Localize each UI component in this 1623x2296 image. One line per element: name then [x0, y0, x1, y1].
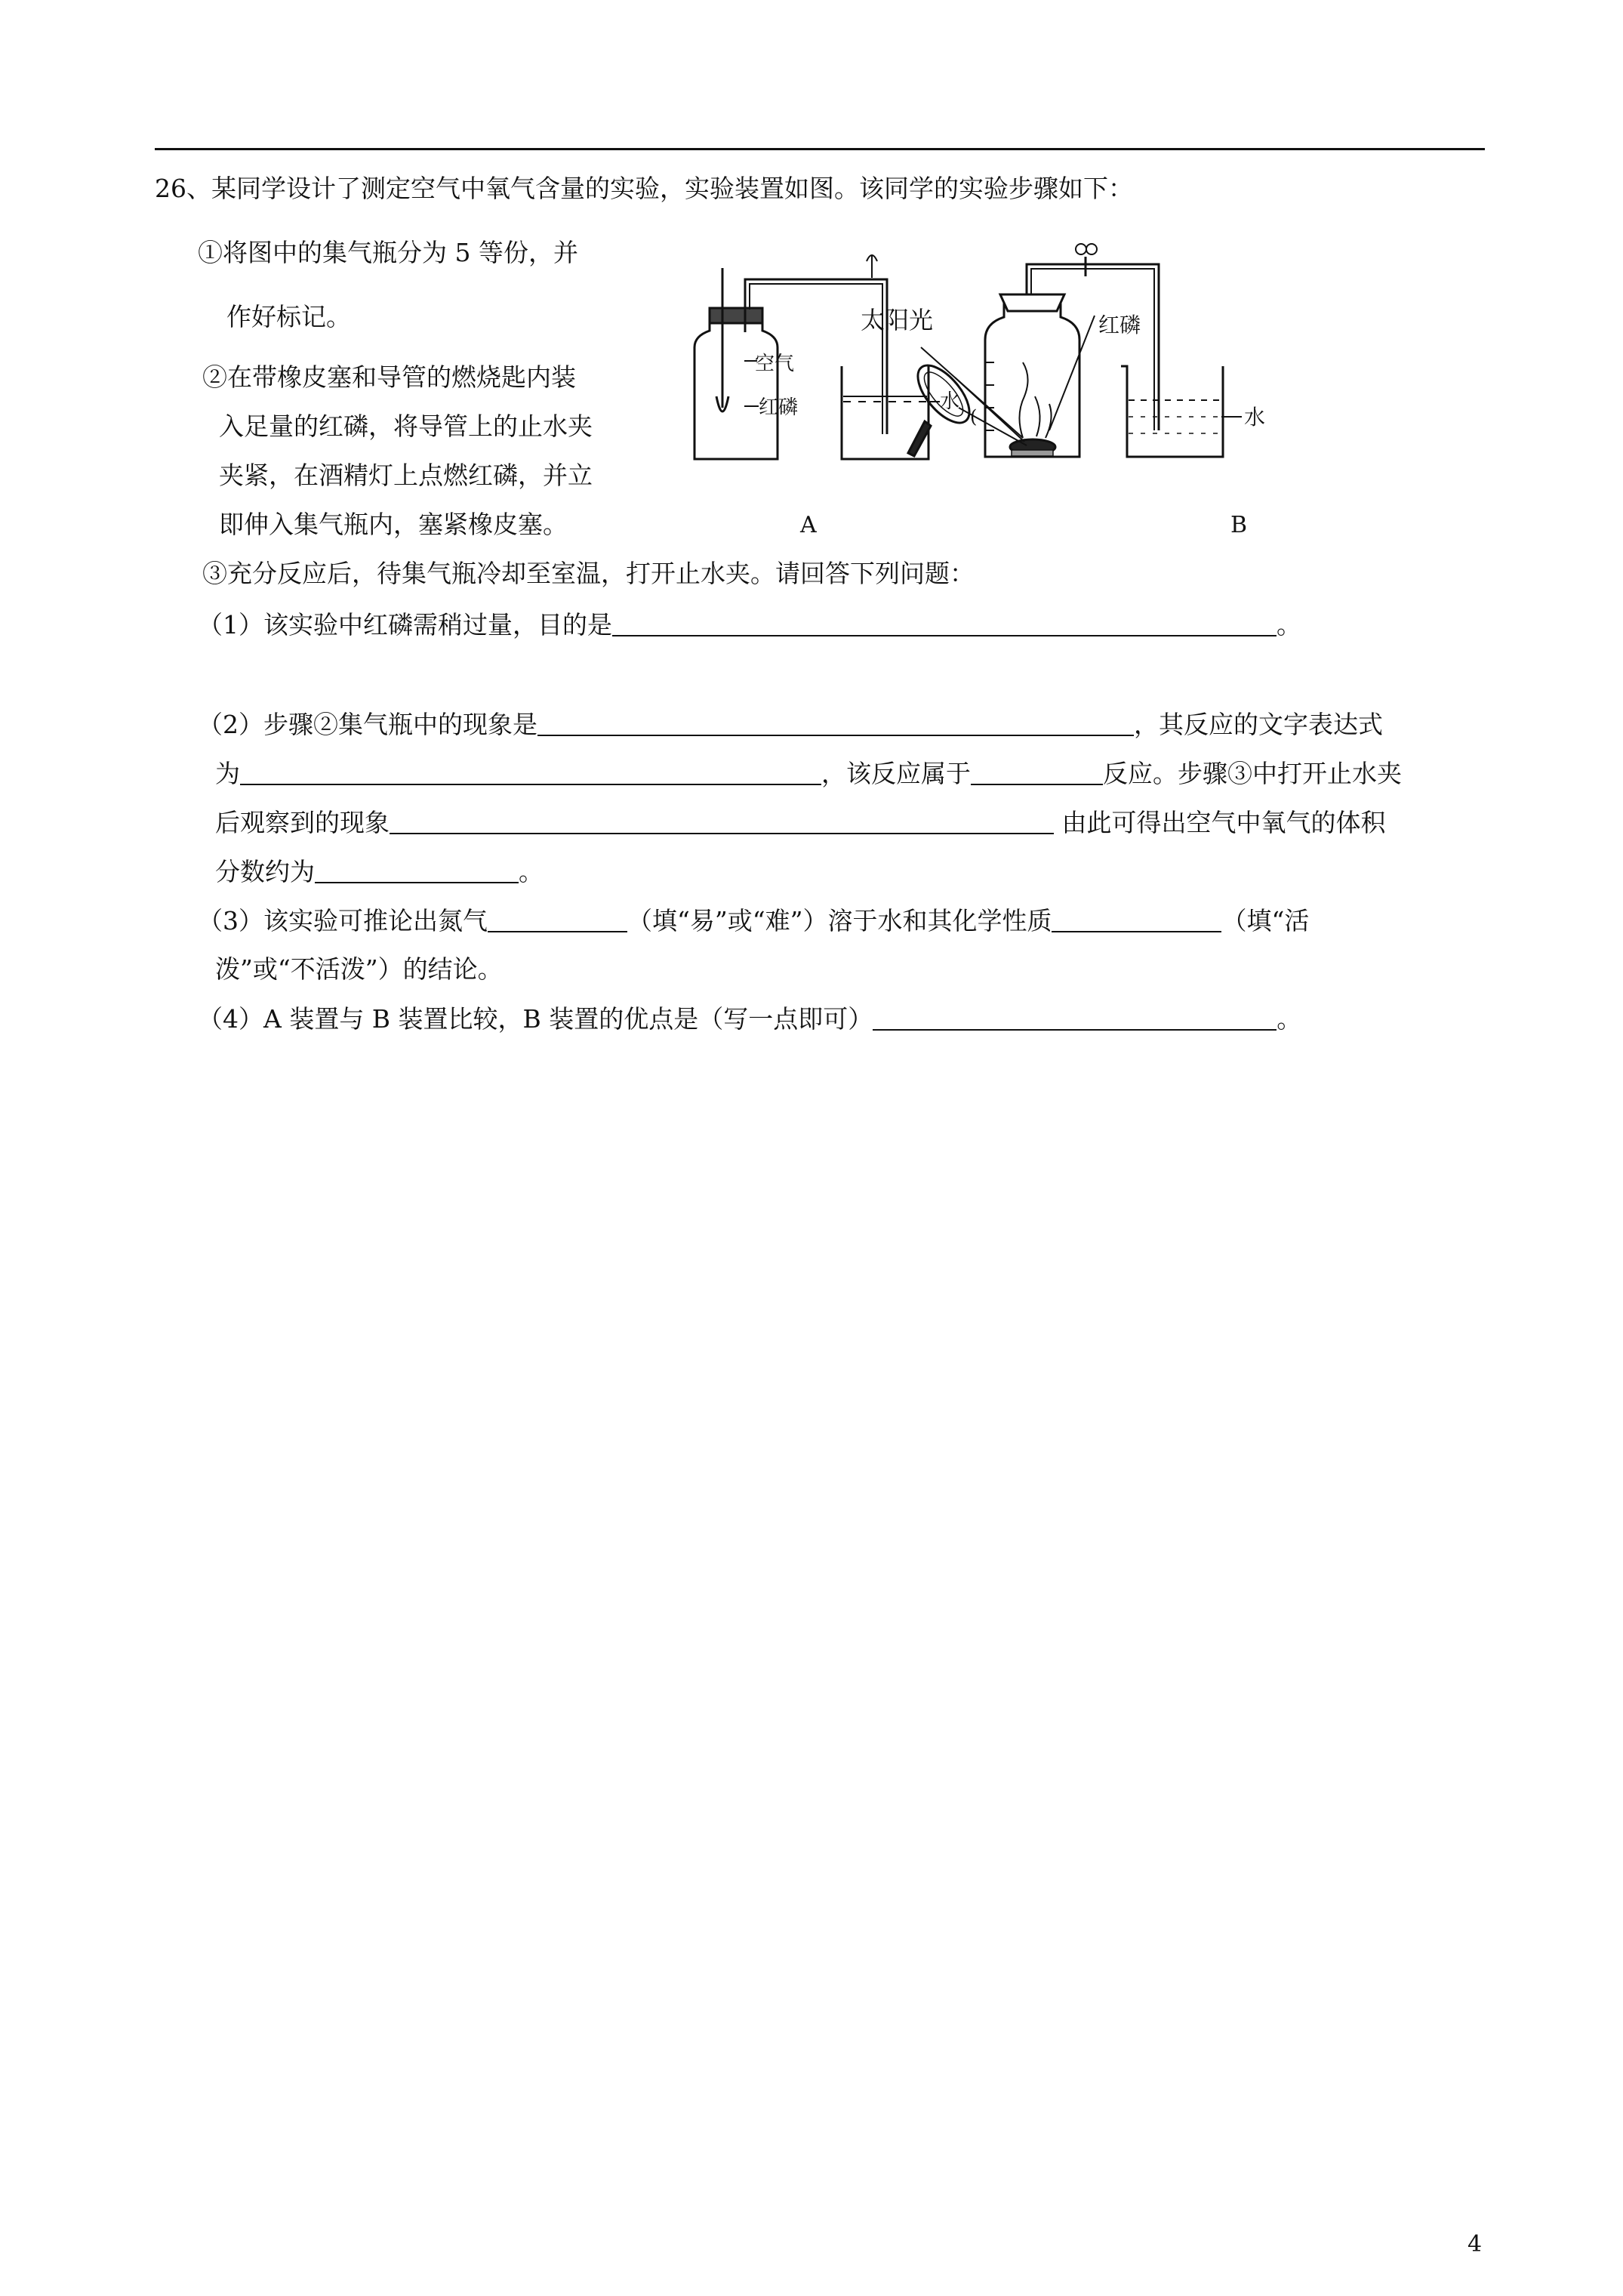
step1-line2: 作好标记。 [226, 302, 351, 331]
q2-phenomenon-blank[interactable] [537, 707, 1134, 736]
step2-line2: 入足量的红磷，将导管上的止水夹 [219, 411, 593, 441]
q4-end: 。 [1277, 1004, 1302, 1034]
q2-line2 [215, 757, 1402, 791]
q1-text: （1）该实验中红磷需稍过量，目的是 [198, 610, 612, 639]
step2-line3: 夹紧，在酒精灯上点燃红磷，并立 [219, 461, 593, 490]
apparatus-b-bottle [985, 244, 1159, 457]
q3-p1: （3）该实验可推论出氮气 [198, 906, 488, 935]
label-a-phosphorus: 红磷 [759, 396, 799, 419]
question-intro: 26、某同学设计了测定空气中氧气含量的实验，实验装置如图。该同学的实验步骤如下： [155, 174, 1133, 203]
page-number: 4 [1467, 2231, 1483, 2257]
apparatus-b-beaker [1121, 366, 1242, 457]
q2-line4 [215, 855, 544, 889]
q2-p5: 反应。步骤③中打开止水夹 [1103, 759, 1402, 788]
apparatus-figure [668, 227, 1491, 551]
q2-p2: ，其反应的文字表达式 [1134, 710, 1383, 739]
q4 [198, 1002, 1301, 1036]
q1-end: 。 [1277, 610, 1301, 639]
q3-p3: （填“活 [1221, 906, 1310, 935]
q4-text: （4）A 装置与 B 装置比较，B 装置的优点是（写一点即可） [198, 1004, 873, 1034]
q2-expression-blank[interactable] [240, 757, 821, 785]
apparatus-a-beaker [842, 366, 940, 459]
step1-line1: ①将图中的集气瓶分为 5 等份，并 [198, 238, 578, 267]
step3-text: ③充分反应后，待集气瓶冷却至室温，打开止水夹。请回答下列问题： [202, 559, 975, 588]
q2-observation-blank[interactable] [390, 806, 1054, 834]
label-b-sunlight: 太阳光 [861, 306, 934, 334]
label-a-air: 空气 [755, 353, 795, 375]
q1-answer-blank[interactable] [612, 608, 1277, 636]
q3-line1 [198, 904, 1309, 938]
figure-label-a: A [800, 512, 817, 538]
q2-p8: 分数约为 [215, 857, 315, 886]
q2-line1 [198, 707, 1383, 741]
svg-text:(: ( [970, 406, 978, 427]
q2-p9: 。 [519, 857, 544, 886]
q2-p6: 后观察到的现象 [215, 808, 390, 837]
step2-line1: ②在带橡皮塞和导管的燃烧匙内装 [202, 362, 576, 392]
q2-p4: ，该反应属于 [821, 759, 971, 788]
q2-line3 [215, 806, 1386, 840]
q1 [198, 608, 1301, 642]
q2-p1: （2）步骤②集气瓶中的现象是 [198, 710, 537, 739]
header-rule [155, 148, 1485, 150]
q3-property-blank[interactable] [1052, 904, 1221, 932]
label-b-phosphorus: 红磷 [1098, 313, 1141, 337]
label-a-water: 水 [940, 390, 960, 413]
q2-reaction-type-blank[interactable] [971, 757, 1103, 785]
q2-p7: 由此可得出空气中氧气的体积 [1054, 808, 1386, 837]
q3-p2: （填“易”或“难”）溶于水和其化学性质 [627, 906, 1052, 935]
step2-line4: 即伸入集气瓶内，塞紧橡皮塞。 [219, 510, 568, 539]
q2-fraction-blank[interactable] [315, 855, 519, 883]
q4-answer-blank[interactable] [873, 1002, 1277, 1031]
q3-solubility-blank[interactable] [488, 904, 627, 932]
label-b-water: 水 [1244, 405, 1266, 430]
q3-line2: 泼”或“不活泼”）的结论。 [215, 954, 503, 984]
figure-label-b: B [1230, 512, 1248, 538]
q2-p3: 为 [215, 759, 240, 788]
